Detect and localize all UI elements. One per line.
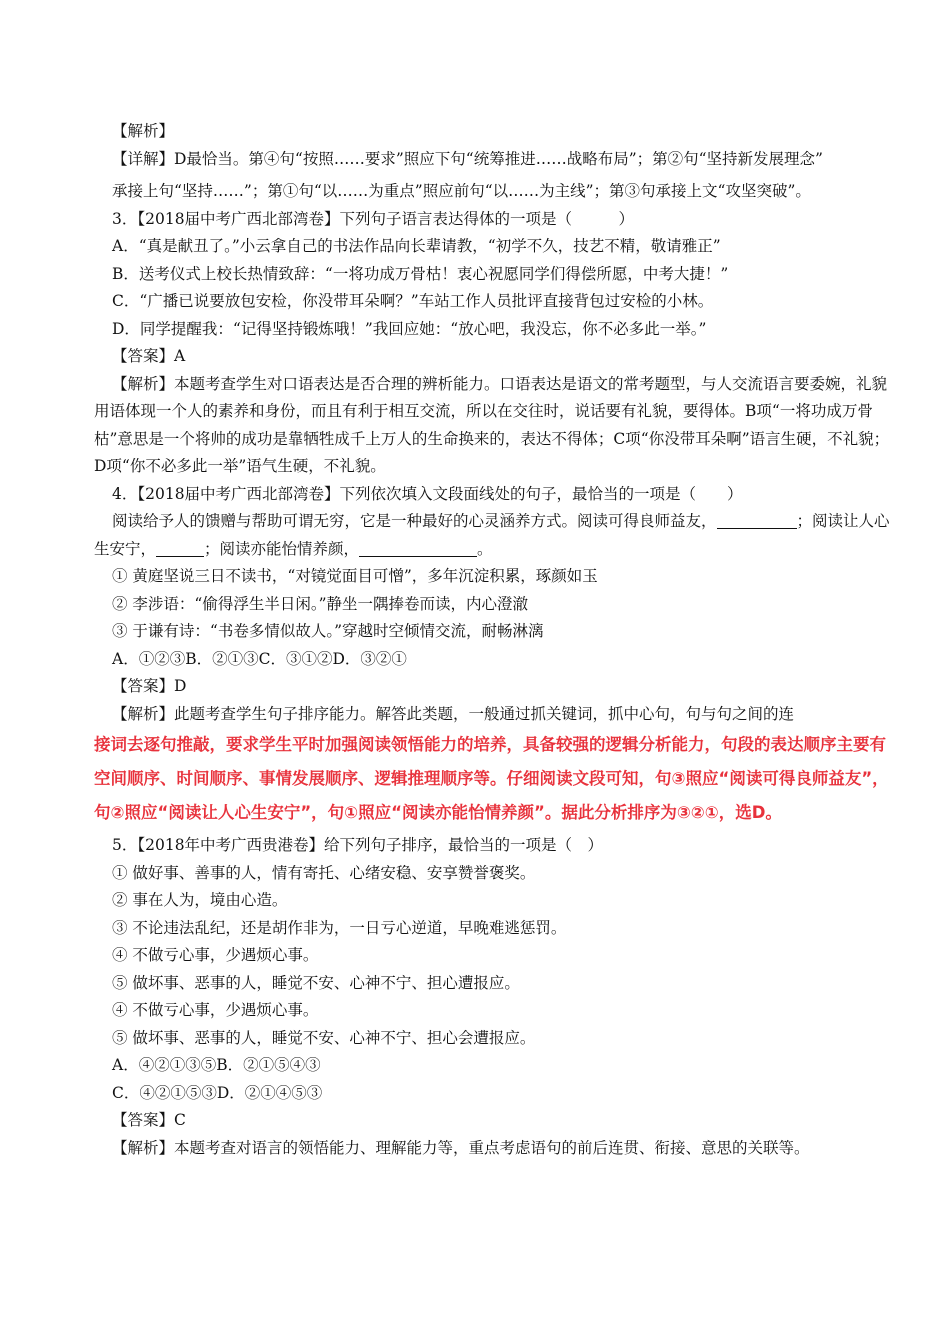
q5-item: ② 事在人为，境由心造。: [112, 891, 288, 909]
q2-detail-continuation: 承接上句“坚持……”；第①句“以……为重点”照应前句“以……为主线”；第③句承接上文“攻坚突破”。: [112, 182, 811, 200]
q2-analysis-heading: 【解析】: [112, 122, 175, 140]
q5-item: ① 做好事、善事的人，情有寄托、心绪安稳、安享赞誉褒奖。: [112, 863, 536, 882]
q4-answer: 【答案】D: [112, 677, 187, 695]
q3-stem: 3．【2018届中考广西北部湾卷】下列句子语言表达得体的一项是（ ）: [112, 209, 635, 228]
q2-detail-paragraph: 【详解】D最恰当。第④句“按照……要求”照应下句“统筹推进……战略布局”；第②句“坚持新发展理念”: [112, 149, 823, 168]
q3-analysis: 【解析】本题考查学生对口语表达是否合理的辨析能力。口语表达是语文的常考题型，与人交流语言要委婉，礼貌用语体现一个人的素养和身份，而且有利于相互交流，所以在交往时，说话要有礼貌，要得体。B项“一将功成万骨枯”意思是一个将帅的成功是靠牺牲成千上万人的生命换来的，表达不得体；C项“你没带耳朵啊”语言生硬，不礼貌；D项“你不必多此一举”语气生硬，不礼貌。: [94, 374, 890, 475]
q3-option-c: C．“广播已说要放包安检，你没带耳朵啊？”车站工作人员批评直接背包过安检的小林。: [112, 292, 714, 310]
q5-analysis: 【解析】本题考查对语言的领悟能力、理解能力等，重点考虑语句的前后连贯、衔接、意思的关联等。: [112, 1138, 810, 1157]
q4-passage-part-2: ；阅读让人心生安宁，: [94, 512, 890, 558]
q3-answer: 【答案】A: [112, 347, 186, 365]
q5-options-line-1: A．④②①③⑤B．②①⑤④③: [112, 1056, 321, 1074]
q4-passage: [94, 508, 894, 563]
q4-passage-end: 。: [477, 539, 493, 558]
q5-item: ④ 不做亏心事，少遇烦心事。: [112, 946, 319, 964]
q4-item-3: ③ 于谦有诗：“书卷多情似故人。”穿越时空倾情交流，耐畅淋漓: [112, 622, 544, 640]
q4-analysis-intro: 【解析】此题考查学生句子排序能力。解答此类题，一般通过抓关键词，抓中心句，句与句之间的连: [112, 704, 795, 723]
q5-options-line-2: C．④②①⑤③D．②①④⑤③: [112, 1083, 323, 1102]
q4-stem: 4．【2018届中考广西北部湾卷】下列依次填入文段面线处的句子，最恰当的一项是（ ）: [112, 484, 743, 503]
q4-item-1: ① 黄庭坚说三日不读书，“对镜觉面目可憎”，多年沉淀积累，琢颜如玉: [112, 567, 598, 585]
q5-answer: 【答案】C: [112, 1111, 186, 1129]
q5-item: ④ 不做亏心事，少遇烦心事。: [112, 1001, 319, 1019]
q3-option-a: A．“真是献丑了。”小云拿自己的书法作品向长辈请教，“初学不久，技艺不精，敬请雅正”: [112, 237, 721, 255]
q4-passage-part-1: 阅读给予人的馈赠与帮助可谓无穷，它是一种最好的心灵涵养方式。阅读可得良师益友，: [112, 512, 717, 530]
fill-blank-2: [156, 539, 204, 557]
document-page: [94, 118, 894, 1162]
q3-option-b: B．送考仪式上校长热情致辞：“一将功成万骨枯！衷心祝愿同学们得偿所愿，中考大捷！”: [112, 264, 729, 283]
q4-passage-part-3: ；阅读亦能怡情养颜，: [204, 539, 360, 558]
q5-stem: 5．【2018年中考广西贵港卷】给下列句子排序，最恰当的一项是（ ）: [112, 836, 604, 854]
q5-item: ⑤ 做坏事、恶事的人，睡觉不安、心神不宁、担心遭报应。: [112, 973, 520, 992]
fill-blank-1: [717, 511, 797, 529]
q4-item-2: ② 李涉语：“偷得浮生半日闲。”静坐一隅捧卷而读，内心澄澈: [112, 594, 529, 613]
q5-item: ③ 不论违法乱纪，还是胡作非为，一日亏心逆道，早晚难逃惩罚。: [112, 918, 567, 937]
q5-item: ⑤ 做坏事、恶事的人，睡觉不安、心神不宁、担心会遭报应。: [112, 1028, 536, 1047]
q4-analysis-highlighted: 接词去逐句推敲，要求学生平时加强阅读领悟能力的培养，具备较强的逻辑分析能力，句段的表达顺序主要有空间顺序、时间顺序、事情发展顺序、逻辑推理顺序等。仔细阅读文段可知，句③照应“阅读可得良师益友”，句②照应“阅读让人心生安宁”，句①照应“阅读亦能怡情养颜”。据此分析排序为③②①，选D。: [94, 735, 889, 822]
fill-blank-3: [359, 539, 477, 557]
q3-option-d: D．同学提醒我：“记得坚持锻炼哦！”我回应她：“放心吧，我没忘，你不必多此一举。”: [112, 319, 707, 338]
q4-options: A．①②③B．②①③C．③①②D．③②①: [112, 649, 407, 668]
